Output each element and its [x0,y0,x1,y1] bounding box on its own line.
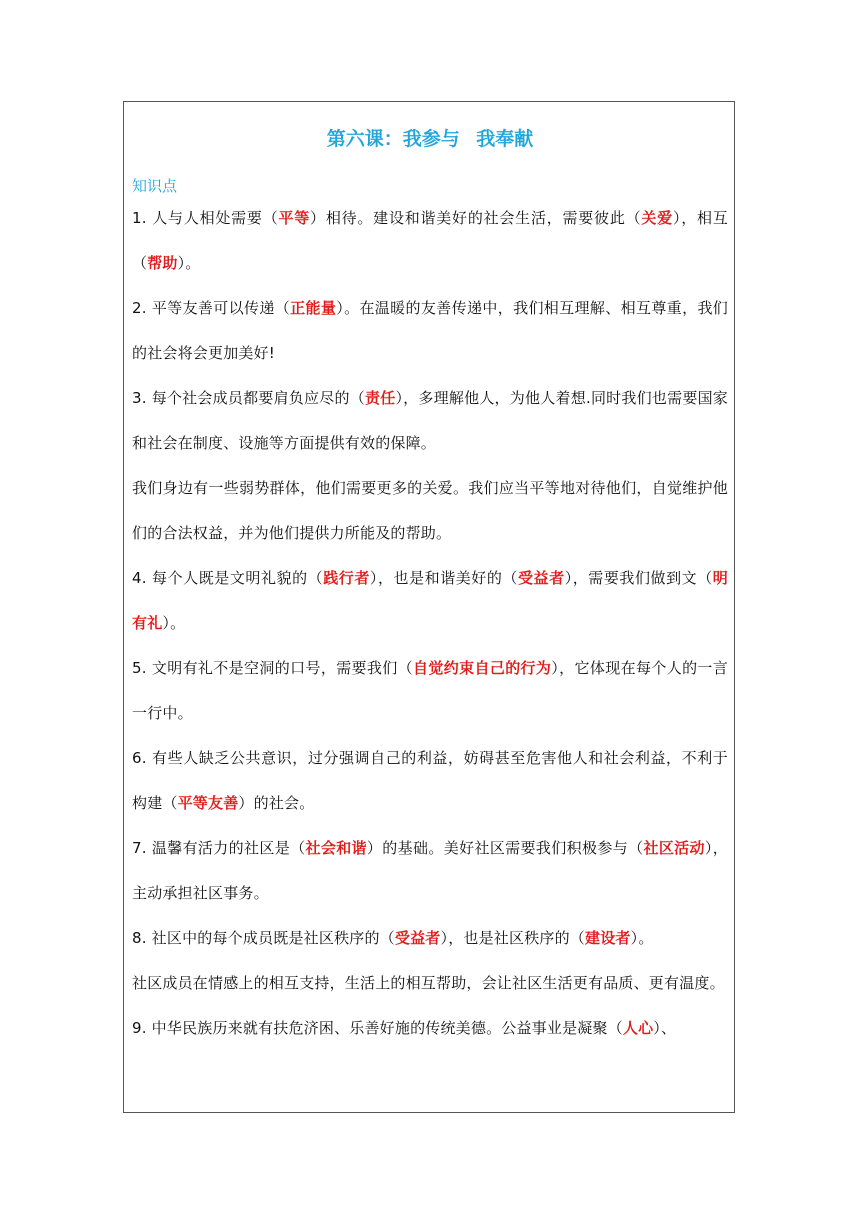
knowledge-point [132,961,728,1006]
knowledge-points-list [132,196,728,1051]
highlighted-term: 平等 [278,209,311,227]
lesson-title: 第六课：我参与 我奉献 [326,128,534,150]
highlighted-term: 人心 [622,1019,654,1037]
knowledge-text: ），主动承担社区事务。 [132,839,728,902]
knowledge-point [132,556,728,646]
knowledge-point [132,286,728,376]
knowledge-text: ）。 [177,254,201,272]
knowledge-text: ），它体现在每个人的一言一行中。 [132,659,728,722]
knowledge-text: ），多理解他人，为他人着想.同时我们也需要国家和社会在制度、设施等方面提供有效的保障。 [132,389,729,452]
highlighted-term: 受益者 [394,929,441,947]
knowledge-point [132,376,728,466]
highlighted-term: 帮助 [147,254,178,272]
knowledge-text: 7. 温馨有活力的社区是（ [132,839,306,857]
knowledge-text: 9. 中华民族历来就有扶危济困、乐善好施的传统美德。公益事业是凝聚（ [132,1019,623,1037]
highlighted-term: 正能量 [290,299,337,317]
knowledge-text: ）的基础。美好社区需要我们积极参与（ [366,839,644,857]
knowledge-text: ），需要我们做到文（ [564,569,713,587]
highlighted-term: 关爱 [641,209,673,227]
knowledge-point [132,196,728,286]
knowledge-text: 3. 每个社会成员都要肩负应尽的（ [132,389,365,407]
knowledge-point [132,646,728,736]
highlighted-term: 社区活动 [643,839,705,857]
knowledge-text: ），也是社区秩序的（ [440,929,586,947]
knowledge-text: 1. 人与人相处需要（ [132,209,279,227]
highlighted-term: 受益者 [518,569,565,587]
knowledge-text: ）、 [653,1019,677,1037]
knowledge-text: 2. 平等友善可以传递（ [132,299,291,317]
knowledge-point [132,466,728,556]
highlighted-term: 明有礼 [132,569,728,632]
highlighted-term: 责任 [364,389,396,407]
knowledge-text: 4. 每个人既是文明礼貌的（ [132,569,324,587]
document-frame [123,101,735,1113]
knowledge-text: 我们身边有一些弱势群体，他们需要更多的关爱。我们应当平等地对待他们，自觉维护他们的合法权益，并为他们提供力所能及的帮助。 [132,479,728,542]
knowledge-point [132,826,728,916]
knowledge-text: ）。在温暖的友善传递中，我们相互理解、相互尊重，我们的社会将会更加美好! [132,299,729,362]
section-label: 知识点 [132,177,178,195]
knowledge-text: 5. 文明有礼不是空洞的口号，需要我们（ [132,659,414,677]
knowledge-text: 6. 有些人缺乏公共意识，过分强调自己的利益，妨碍甚至危害他人和社会利益，不利于构建（ [132,749,728,812]
knowledge-text: ），也是和谐美好的（ [369,569,518,587]
knowledge-point [132,736,728,826]
highlighted-term: 平等友善 [177,794,239,812]
knowledge-text: ）相待。建设和谐美好的社会生活，需要彼此（ [310,209,642,227]
knowledge-point [132,916,728,961]
knowledge-text: ）。 [162,614,186,632]
document-content [132,102,728,1051]
knowledge-point [132,1006,728,1051]
highlighted-term: 社会和谐 [305,839,367,857]
knowledge-text: 社区成员在情感上的相互支持，生活上的相互帮助，会让社区生活更有品质、更有温度。 [132,974,725,992]
highlighted-term: 自觉约束自己的行为 [413,659,552,677]
knowledge-text: ）的社会。 [238,794,315,812]
highlighted-term: 建设者 [585,929,631,947]
knowledge-text: ），相互（ [132,209,728,272]
knowledge-text: ）。 [630,929,654,947]
knowledge-text: 8. 社区中的每个成员既是社区秩序的（ [132,929,395,947]
highlighted-term: 践行者 [323,569,370,587]
